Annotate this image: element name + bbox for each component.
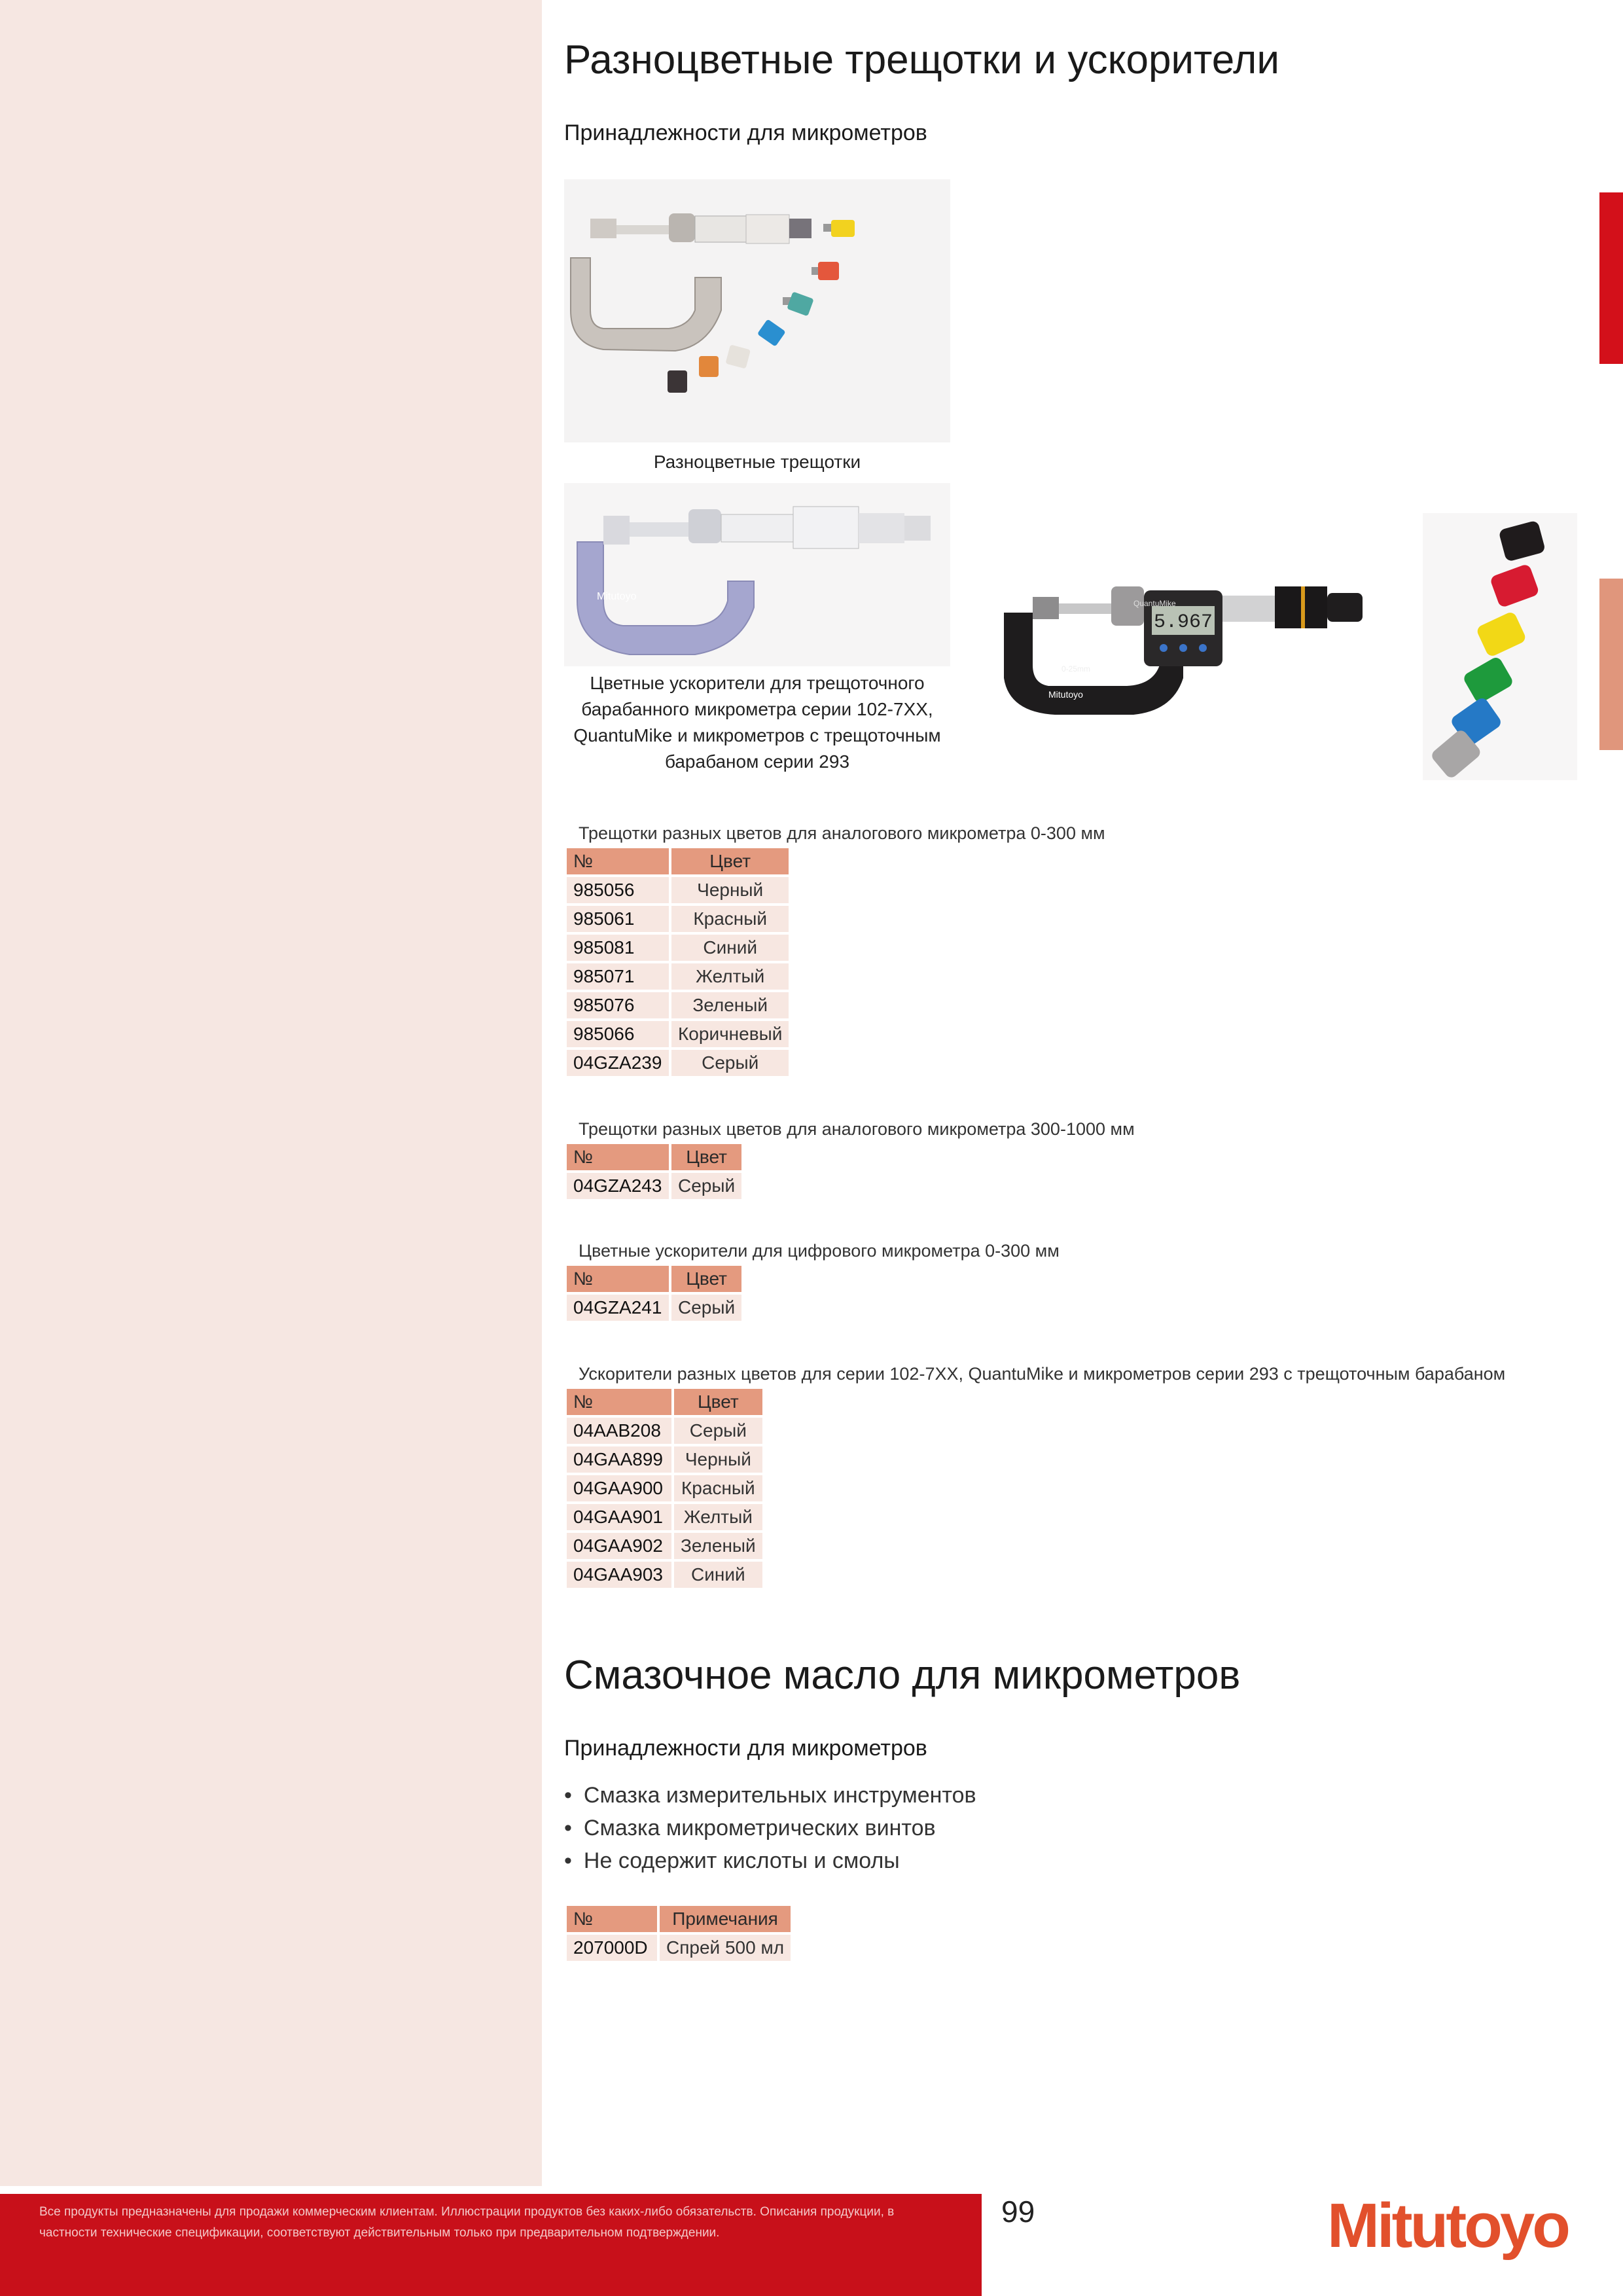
table-row: 985081 Синий (567, 935, 789, 961)
caption-colored-ratchets: Разноцветные трещотки (653, 452, 861, 472)
list-item: • Смазка микрометрических винтов (564, 1812, 976, 1844)
footer-disclaimer: Все продукты предназначены для продажи коммерческим клиентам. Иллюстрации продуктов без каких-либо обязательств. Описания продукции, в частности технические спецификации, соответствуют действительным только при предварительном подтверждении. (39, 2205, 895, 2240)
column-header-number: № (567, 1906, 657, 1932)
table-speeders-102-7xx (564, 1386, 765, 1590)
colored-speeders-image (1423, 513, 1577, 780)
micrometer-brand-mark: Mitutoyo (597, 591, 637, 602)
mitutoyo-logo: Mitutoyo (1327, 2191, 1568, 2261)
column-header-color: Цвет (671, 1144, 741, 1170)
table-row: 985056 Черный (567, 877, 789, 903)
caption-speeders: Цветные ускорители для трещоточного барабанного микрометра серии 102-7XX, QuantuMike и микрометров с трещоточным барабаном серии 293 (573, 673, 941, 772)
table-row: 985076 Зеленый (567, 992, 789, 1018)
section-title-ratchets: Разноцветные трещотки и ускорители (564, 37, 1279, 82)
list-item: • Не содержит кислоты и смолы (564, 1844, 976, 1877)
colored-ratchets-image (564, 179, 950, 442)
table-row: 985071 Желтый (567, 963, 789, 990)
table-row: 04GAA903 Синий (567, 1562, 762, 1588)
table-title-ratchets-0-300: Трещотки разных цветов для аналогового микрометра 0-300 мм (579, 823, 1105, 843)
table-row: 04GAA901 Желтый (567, 1504, 762, 1530)
column-header-notes: Примечания (660, 1906, 791, 1932)
table-title-speeders-digital: Цветные ускорители для цифрового микрометра 0-300 мм (579, 1241, 1060, 1261)
side-tab-marker-red (1599, 192, 1623, 364)
range-label: 0-25mm (1061, 664, 1091, 673)
quantumike-label: QuantuMike (1133, 599, 1176, 608)
table-row: 207000D Спрей 500 мл (567, 1935, 791, 1961)
column-header-number: № (567, 1266, 669, 1292)
column-header-number: № (567, 848, 669, 874)
table-row: 985061 Красный (567, 906, 789, 932)
column-header-color: Цвет (674, 1389, 762, 1415)
table-row: 04GAA902 Зеленый (567, 1533, 762, 1559)
table-ratchets-300-1000 (564, 1141, 744, 1202)
table-title-speeders-102-7xx: Ускорители разных цветов для серии 102-7XX, QuantuMike и микрометров серии 293 с трещоточным барабаном (579, 1364, 1506, 1384)
column-header-color: Цвет (671, 848, 789, 874)
table-row: 985066 Коричневый (567, 1021, 789, 1047)
left-background-band (0, 0, 542, 2186)
column-header-number: № (567, 1144, 669, 1170)
section-subtitle-ratchets: Принадлежности для микрометров (564, 120, 927, 145)
table-row: 04GAA899 Черный (567, 1446, 762, 1473)
table-speeders-digital (564, 1263, 744, 1323)
section-subtitle-lubricant: Принадлежности для микрометров (564, 1736, 927, 1761)
table-title-ratchets-300-1000: Трещотки разных цветов для аналогового микрометра 300-1000 мм (579, 1119, 1135, 1139)
column-header-color: Цвет (671, 1266, 741, 1292)
lubricant-features-list (564, 1779, 976, 1877)
ratchet-thimble-micrometer-image (564, 483, 950, 666)
side-tab-marker-salmon (1599, 579, 1623, 750)
list-item: • Смазка измерительных инструментов (564, 1779, 976, 1812)
table-row: 04AAB208 Серый (567, 1418, 762, 1444)
section-title-lubricant: Смазочное масло для микрометров (564, 1653, 1241, 1698)
table-row: 04GAA900 Красный (567, 1475, 762, 1501)
table-ratchets-0-300 (564, 846, 791, 1079)
table-row: 04GZA243 Серый (567, 1173, 741, 1199)
digital-micrometer-image (996, 567, 1389, 730)
page-number: 99 (1001, 2195, 1035, 2229)
digital-display-reading: 5.967 (1153, 611, 1213, 634)
table-lubricant (564, 1903, 793, 1964)
table-row: 04GZA239 Серый (567, 1050, 789, 1076)
digital-micrometer-brand: Mitutoyo (1048, 689, 1083, 700)
table-row: 04GZA241 Серый (567, 1295, 741, 1321)
column-header-number: № (567, 1389, 671, 1415)
